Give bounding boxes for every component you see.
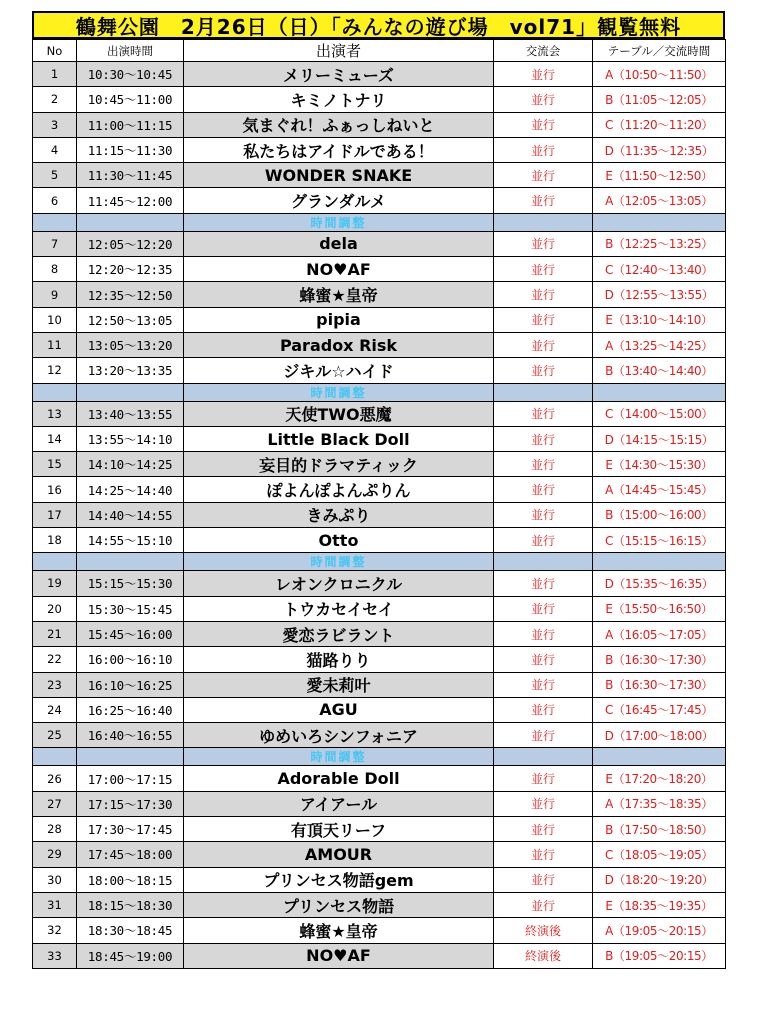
time-adjustment-row bbox=[33, 553, 726, 571]
table-row bbox=[33, 791, 726, 816]
table-row bbox=[33, 596, 726, 621]
table-exchange-time: A（12:05〜13:05） bbox=[593, 188, 726, 213]
table-exchange-time: E（18:35〜19:35） bbox=[593, 892, 726, 917]
table-row bbox=[33, 112, 726, 137]
exchange-status: 並行 bbox=[494, 452, 593, 477]
performer-name: Otto bbox=[184, 528, 494, 553]
row-number: 31 bbox=[33, 892, 77, 917]
performer-name: プリンセス物語 bbox=[184, 892, 494, 917]
row-number: 13 bbox=[33, 401, 77, 426]
row-number: 15 bbox=[33, 452, 77, 477]
time-adjustment-cell bbox=[33, 748, 77, 766]
timetable-body bbox=[33, 62, 726, 969]
table-row bbox=[33, 766, 726, 791]
table-exchange-time: B（16:30〜17:30） bbox=[593, 672, 726, 697]
table-row bbox=[33, 528, 726, 553]
exchange-status: 並行 bbox=[494, 426, 593, 451]
exchange-status: 並行 bbox=[494, 163, 593, 188]
time-adjustment-cell bbox=[593, 748, 726, 766]
table-exchange-time: B（19:05〜20:15） bbox=[593, 943, 726, 968]
performer-name: 蜂蜜★皇帝 bbox=[184, 918, 494, 943]
performance-time: 11:00〜11:15 bbox=[77, 112, 184, 137]
table-row bbox=[33, 452, 726, 477]
table-exchange-time: A（10:50〜11:50） bbox=[593, 62, 726, 87]
table-exchange-time: B（15:00〜16:00） bbox=[593, 502, 726, 527]
table-exchange-time: C（15:15〜16:15） bbox=[593, 528, 726, 553]
row-number: 16 bbox=[33, 477, 77, 502]
exchange-status: 並行 bbox=[494, 358, 593, 383]
performer-name: ゆめいろシンフォニア bbox=[184, 723, 494, 748]
exchange-status: 終演後 bbox=[494, 943, 593, 968]
row-number: 5 bbox=[33, 163, 77, 188]
performer-name: 蜂蜜★皇帝 bbox=[184, 282, 494, 307]
time-adjustment-cell bbox=[33, 553, 77, 571]
row-number: 10 bbox=[33, 307, 77, 332]
row-number: 21 bbox=[33, 621, 77, 646]
performance-time: 11:45〜12:00 bbox=[77, 188, 184, 213]
performance-time: 17:15〜17:30 bbox=[77, 791, 184, 816]
exchange-status: 並行 bbox=[494, 231, 593, 256]
exchange-status: 並行 bbox=[494, 892, 593, 917]
row-number: 20 bbox=[33, 596, 77, 621]
performer-name: きみぷり bbox=[184, 502, 494, 527]
table-row bbox=[33, 672, 726, 697]
table-row bbox=[33, 697, 726, 722]
performance-time: 12:20〜12:35 bbox=[77, 257, 184, 282]
performance-time: 17:45〜18:00 bbox=[77, 842, 184, 867]
performance-time: 18:30〜18:45 bbox=[77, 918, 184, 943]
time-adjustment-cell bbox=[593, 553, 726, 571]
exchange-status: 並行 bbox=[494, 723, 593, 748]
exchange-status: 並行 bbox=[494, 137, 593, 162]
header-no: No bbox=[33, 40, 77, 62]
performance-time: 18:00〜18:15 bbox=[77, 867, 184, 892]
performer-name: dela bbox=[184, 231, 494, 256]
exchange-status: 並行 bbox=[494, 596, 593, 621]
performer-name: pipia bbox=[184, 307, 494, 332]
exchange-status: 並行 bbox=[494, 401, 593, 426]
performer-name: プリンセス物語gem bbox=[184, 867, 494, 892]
table-exchange-time: C（18:05〜19:05） bbox=[593, 842, 726, 867]
table-exchange-time: D（18:20〜19:20） bbox=[593, 867, 726, 892]
performer-name: 天使TWO悪魔 bbox=[184, 401, 494, 426]
performer-name: AMOUR bbox=[184, 842, 494, 867]
time-adjustment-label: 時間調整 bbox=[184, 213, 494, 231]
time-adjustment-cell bbox=[494, 553, 593, 571]
table-row bbox=[33, 137, 726, 162]
table-exchange-time: B（12:25〜13:25） bbox=[593, 231, 726, 256]
performance-time: 18:15〜18:30 bbox=[77, 892, 184, 917]
performer-name: NO♥AF bbox=[184, 943, 494, 968]
row-number: 33 bbox=[33, 943, 77, 968]
exchange-status: 並行 bbox=[494, 766, 593, 791]
table-exchange-time: D（11:35〜12:35） bbox=[593, 137, 726, 162]
table-exchange-time: C（11:20〜11:20） bbox=[593, 112, 726, 137]
row-number: 22 bbox=[33, 647, 77, 672]
performer-name: 猫路りり bbox=[184, 647, 494, 672]
performance-time: 10:30〜10:45 bbox=[77, 62, 184, 87]
row-number: 9 bbox=[33, 282, 77, 307]
table-row bbox=[33, 87, 726, 112]
performer-name: Paradox Risk bbox=[184, 332, 494, 357]
performance-time: 13:55〜14:10 bbox=[77, 426, 184, 451]
performance-time: 11:15〜11:30 bbox=[77, 137, 184, 162]
table-exchange-time: E（17:20〜18:20） bbox=[593, 766, 726, 791]
table-exchange-time: E（15:50〜16:50） bbox=[593, 596, 726, 621]
row-number: 6 bbox=[33, 188, 77, 213]
table-exchange-time: E（13:10〜14:10） bbox=[593, 307, 726, 332]
exchange-status: 並行 bbox=[494, 842, 593, 867]
table-exchange-time: D（15:35〜16:35） bbox=[593, 571, 726, 596]
performance-time: 14:55〜15:10 bbox=[77, 528, 184, 553]
time-adjustment-cell bbox=[33, 383, 77, 401]
performance-time: 15:30〜15:45 bbox=[77, 596, 184, 621]
exchange-status: 並行 bbox=[494, 332, 593, 357]
performer-name: グランダルメ bbox=[184, 188, 494, 213]
table-row bbox=[33, 307, 726, 332]
row-number: 12 bbox=[33, 358, 77, 383]
row-number: 27 bbox=[33, 791, 77, 816]
performer-name: 愛未莉叶 bbox=[184, 672, 494, 697]
exchange-status: 並行 bbox=[494, 621, 593, 646]
table-exchange-time: B（11:05〜12:05） bbox=[593, 87, 726, 112]
time-adjustment-label: 時間調整 bbox=[184, 553, 494, 571]
exchange-status: 並行 bbox=[494, 87, 593, 112]
time-adjustment-cell bbox=[494, 213, 593, 231]
table-exchange-time: D（17:00〜18:00） bbox=[593, 723, 726, 748]
row-number: 29 bbox=[33, 842, 77, 867]
performance-time: 17:00〜17:15 bbox=[77, 766, 184, 791]
header-exchange: 交流会 bbox=[494, 40, 593, 62]
exchange-status: 並行 bbox=[494, 672, 593, 697]
row-number: 24 bbox=[33, 697, 77, 722]
header-performer: 出演者 bbox=[184, 40, 494, 62]
table-row bbox=[33, 188, 726, 213]
exchange-status: 並行 bbox=[494, 307, 593, 332]
performance-time: 18:45〜19:00 bbox=[77, 943, 184, 968]
table-exchange-time: A（19:05〜20:15） bbox=[593, 918, 726, 943]
performer-name: ぽよんぽよんぷりん bbox=[184, 477, 494, 502]
performer-name: 気まぐれ！ふぁっしねいと bbox=[184, 112, 494, 137]
page-title: 鶴舞公園 2月26日（日）「みんなの遊び場 vol71」観覧無料 bbox=[32, 11, 725, 39]
performer-name: AGU bbox=[184, 697, 494, 722]
performer-name: メリーミューズ bbox=[184, 62, 494, 87]
performer-name: キミノトナリ bbox=[184, 87, 494, 112]
table-row bbox=[33, 477, 726, 502]
table-row bbox=[33, 62, 726, 87]
timetable bbox=[32, 39, 726, 969]
performance-time: 12:35〜12:50 bbox=[77, 282, 184, 307]
row-number: 3 bbox=[33, 112, 77, 137]
table-row bbox=[33, 426, 726, 451]
table-exchange-time: A（16:05〜17:05） bbox=[593, 621, 726, 646]
time-adjustment-cell bbox=[77, 213, 184, 231]
row-number: 25 bbox=[33, 723, 77, 748]
table-exchange-time: C（12:40〜13:40） bbox=[593, 257, 726, 282]
table-exchange-time: A（13:25〜14:25） bbox=[593, 332, 726, 357]
exchange-status: 並行 bbox=[494, 477, 593, 502]
performance-time: 16:00〜16:10 bbox=[77, 647, 184, 672]
row-number: 26 bbox=[33, 766, 77, 791]
row-number: 28 bbox=[33, 817, 77, 842]
row-number: 23 bbox=[33, 672, 77, 697]
time-adjustment-cell bbox=[593, 213, 726, 231]
performer-name: トウカセイセイ bbox=[184, 596, 494, 621]
performer-name: ジキル☆ハイド bbox=[184, 358, 494, 383]
time-adjustment-cell bbox=[77, 748, 184, 766]
time-adjustment-cell bbox=[33, 213, 77, 231]
time-adjustment-cell bbox=[77, 553, 184, 571]
exchange-status: 並行 bbox=[494, 188, 593, 213]
table-row bbox=[33, 502, 726, 527]
time-adjustment-row bbox=[33, 383, 726, 401]
table-row bbox=[33, 723, 726, 748]
header-row bbox=[33, 40, 726, 62]
row-number: 14 bbox=[33, 426, 77, 451]
performance-time: 16:10〜16:25 bbox=[77, 672, 184, 697]
performance-time: 14:40〜14:55 bbox=[77, 502, 184, 527]
performance-time: 13:20〜13:35 bbox=[77, 358, 184, 383]
exchange-status: 並行 bbox=[494, 647, 593, 672]
performer-name: アイアール bbox=[184, 791, 494, 816]
performance-time: 16:25〜16:40 bbox=[77, 697, 184, 722]
time-adjustment-cell bbox=[494, 383, 593, 401]
performance-time: 10:45〜11:00 bbox=[77, 87, 184, 112]
exchange-status: 終演後 bbox=[494, 918, 593, 943]
exchange-status: 並行 bbox=[494, 528, 593, 553]
time-adjustment-cell bbox=[494, 748, 593, 766]
row-number: 7 bbox=[33, 231, 77, 256]
row-number: 8 bbox=[33, 257, 77, 282]
header-table-time: テーブル／交流時間 bbox=[593, 40, 726, 62]
table-exchange-time: B（17:50〜18:50） bbox=[593, 817, 726, 842]
performer-name: Adorable Doll bbox=[184, 766, 494, 791]
table-row bbox=[33, 358, 726, 383]
table-exchange-time: B（16:30〜17:30） bbox=[593, 647, 726, 672]
exchange-status: 並行 bbox=[494, 817, 593, 842]
exchange-status: 並行 bbox=[494, 282, 593, 307]
performer-name: 愛恋ラビラント bbox=[184, 621, 494, 646]
time-adjustment-cell bbox=[77, 383, 184, 401]
row-number: 1 bbox=[33, 62, 77, 87]
performance-time: 14:25〜14:40 bbox=[77, 477, 184, 502]
time-adjustment-row bbox=[33, 213, 726, 231]
row-number: 11 bbox=[33, 332, 77, 357]
table-exchange-time: A（14:45〜15:45） bbox=[593, 477, 726, 502]
row-number: 17 bbox=[33, 502, 77, 527]
performance-time: 13:05〜13:20 bbox=[77, 332, 184, 357]
table-exchange-time: B（13:40〜14:40） bbox=[593, 358, 726, 383]
performance-time: 14:10〜14:25 bbox=[77, 452, 184, 477]
row-number: 32 bbox=[33, 918, 77, 943]
performer-name: 妄目的ドラマティック bbox=[184, 452, 494, 477]
table-row bbox=[33, 401, 726, 426]
table-exchange-time: D（12:55〜13:55） bbox=[593, 282, 726, 307]
performer-name: NO♥AF bbox=[184, 257, 494, 282]
row-number: 18 bbox=[33, 528, 77, 553]
table-row bbox=[33, 842, 726, 867]
performer-name: 私たちはアイドルである！ bbox=[184, 137, 494, 162]
exchange-status: 並行 bbox=[494, 502, 593, 527]
table-row bbox=[33, 231, 726, 256]
time-adjustment-label: 時間調整 bbox=[184, 383, 494, 401]
table-row bbox=[33, 867, 726, 892]
performance-time: 12:50〜13:05 bbox=[77, 307, 184, 332]
timetable-sheet bbox=[32, 11, 725, 969]
table-row bbox=[33, 163, 726, 188]
table-row bbox=[33, 817, 726, 842]
row-number: 19 bbox=[33, 571, 77, 596]
table-row bbox=[33, 571, 726, 596]
row-number: 4 bbox=[33, 137, 77, 162]
table-row bbox=[33, 332, 726, 357]
performance-time: 13:40〜13:55 bbox=[77, 401, 184, 426]
row-number: 2 bbox=[33, 87, 77, 112]
time-adjustment-cell bbox=[593, 383, 726, 401]
time-adjustment-row bbox=[33, 748, 726, 766]
performance-time: 15:15〜15:30 bbox=[77, 571, 184, 596]
exchange-status: 並行 bbox=[494, 571, 593, 596]
table-exchange-time: C（14:00〜15:00） bbox=[593, 401, 726, 426]
performance-time: 16:40〜16:55 bbox=[77, 723, 184, 748]
exchange-status: 並行 bbox=[494, 112, 593, 137]
exchange-status: 並行 bbox=[494, 697, 593, 722]
table-exchange-time: E（11:50〜12:50） bbox=[593, 163, 726, 188]
exchange-status: 並行 bbox=[494, 791, 593, 816]
table-row bbox=[33, 647, 726, 672]
performance-time: 11:30〜11:45 bbox=[77, 163, 184, 188]
exchange-status: 並行 bbox=[494, 257, 593, 282]
table-row bbox=[33, 257, 726, 282]
table-exchange-time: A（17:35〜18:35） bbox=[593, 791, 726, 816]
table-row bbox=[33, 918, 726, 943]
performance-time: 15:45〜16:00 bbox=[77, 621, 184, 646]
performer-name: 有頂天リーフ bbox=[184, 817, 494, 842]
table-exchange-time: E（14:30〜15:30） bbox=[593, 452, 726, 477]
performer-name: Little Black Doll bbox=[184, 426, 494, 451]
table-row bbox=[33, 621, 726, 646]
performance-time: 12:05〜12:20 bbox=[77, 231, 184, 256]
time-adjustment-label: 時間調整 bbox=[184, 748, 494, 766]
exchange-status: 並行 bbox=[494, 62, 593, 87]
table-row bbox=[33, 282, 726, 307]
row-number: 30 bbox=[33, 867, 77, 892]
header-time: 出演時間 bbox=[77, 40, 184, 62]
table-exchange-time: D（14:15〜15:15） bbox=[593, 426, 726, 451]
performance-time: 17:30〜17:45 bbox=[77, 817, 184, 842]
table-exchange-time: C（16:45〜17:45） bbox=[593, 697, 726, 722]
table-row bbox=[33, 892, 726, 917]
table-row bbox=[33, 943, 726, 968]
exchange-status: 並行 bbox=[494, 867, 593, 892]
performer-name: レオンクロニクル bbox=[184, 571, 494, 596]
performer-name: WONDER SNAKE bbox=[184, 163, 494, 188]
